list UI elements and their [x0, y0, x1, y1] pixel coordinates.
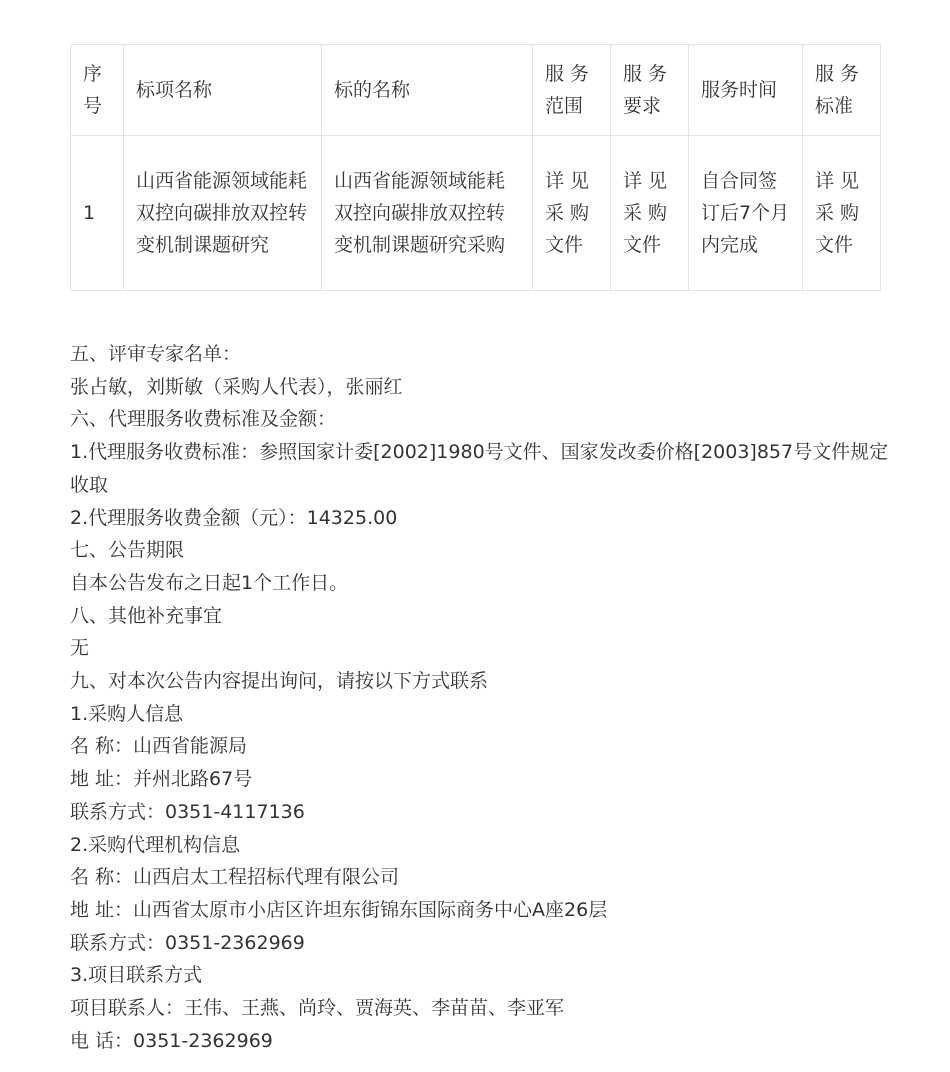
- cell-service-time: 自合同签订后7个月内完成: [689, 136, 803, 291]
- cell-service-standard: 详 见 采 购 文件: [803, 136, 881, 291]
- announcement-body: [70, 338, 890, 1057]
- cell-lot-name: 山西省能源领域能耗双控向碳排放双控转变机制课题研究: [124, 136, 322, 291]
- agency-fee-amount: 2.代理服务收费金额（元）：14325.00: [70, 506, 398, 529]
- agency-info-heading: 2.采购代理机构信息: [70, 833, 241, 856]
- agency-address: 地 址：山西省太原市小店区许坦东街锦东国际商务中心A座26层: [70, 898, 608, 921]
- purchaser-address: 地 址：并州北路67号: [70, 768, 253, 791]
- project-contacts: 项目联系人：王伟、王燕、尚玲、贾海英、李苗苗、李亚军: [70, 997, 565, 1020]
- cell-index: 1: [71, 136, 124, 291]
- cell-service-requirement: 详 见 采 购 文件: [611, 136, 689, 291]
- agency-fee-standard: 1.代理服务收费标准：参照国家计委[2002]1980号文件、国家发改委价格[2003]857号文件规定收取: [70, 441, 889, 496]
- table-header-row: [71, 45, 881, 136]
- cell-subject-name: 山西省能源领域能耗双控向碳排放双控转变机制课题研究采购: [322, 136, 533, 291]
- section-heading-contact: 九、对本次公告内容提出询问，请按以下方式联系: [70, 670, 489, 693]
- table-row: [71, 136, 881, 291]
- col-header-service-time: 服务时间: [689, 45, 803, 136]
- col-header-service-requirement: 服 务要求: [611, 45, 689, 136]
- section-heading-agency-fee: 六、代理服务收费标准及金额：: [70, 408, 337, 431]
- cell-service-scope: 详 见 采 购 文件: [533, 136, 611, 291]
- agency-phone: 联系方式：0351-2362969: [70, 931, 305, 954]
- purchaser-info-heading: 1.采购人信息: [70, 702, 184, 725]
- col-header-subject-name: 标的名称: [322, 45, 533, 136]
- purchaser-name: 名 称：山西省能源局: [70, 735, 248, 758]
- col-header-index: 序号: [71, 45, 124, 136]
- section-heading-other-matters: 八、其他补充事宜: [70, 604, 223, 627]
- notice-period-text: 自本公告发布之日起1个工作日。: [70, 571, 349, 594]
- section-heading-notice-period: 七、公告期限: [70, 539, 185, 562]
- purchaser-phone: 联系方式：0351-4117136: [70, 800, 305, 823]
- col-header-service-standard: 服 务标准: [803, 45, 881, 136]
- section-heading-review-experts: 五、评审专家名单：: [70, 343, 242, 365]
- project-phone: 电 话：0351-2362969: [70, 1029, 273, 1052]
- col-header-lot-name: 标项名称: [124, 45, 322, 136]
- bid-items-table: [70, 44, 881, 291]
- project-contact-heading: 3.项目联系方式: [70, 964, 203, 987]
- col-header-service-scope: 服 务范围: [533, 45, 611, 136]
- review-experts-list: 张占敏，刘斯敏（采购人代表），张丽红: [70, 375, 403, 398]
- other-matters-text: 无: [70, 637, 90, 660]
- agency-name: 名 称：山西启太工程招标代理有限公司: [70, 866, 400, 889]
